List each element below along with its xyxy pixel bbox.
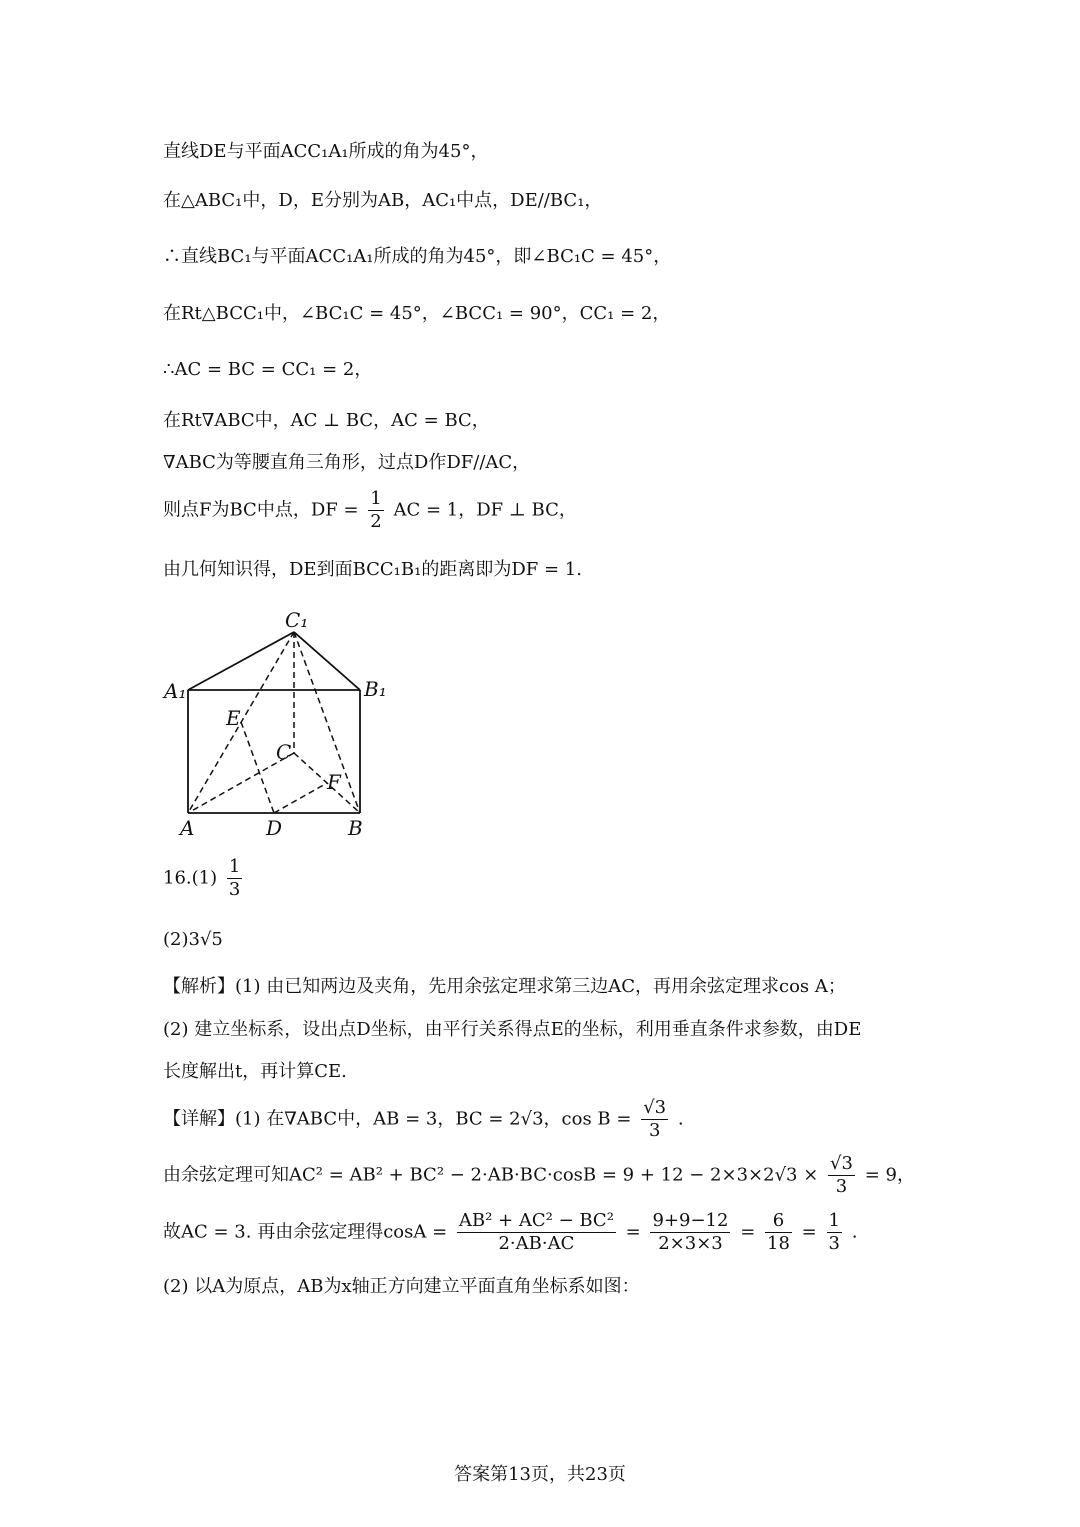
answer-16-part-1 (163, 858, 246, 899)
fraction-denominator: 3 (228, 879, 241, 900)
analysis-line-3: 长度解出t，再计算CE. (163, 1061, 347, 1082)
detail-line-2 (163, 1155, 915, 1196)
fraction-numerator: 1 (828, 1210, 840, 1231)
fraction-root3-over-3 (641, 1099, 668, 1140)
detail-3-end: . (851, 1221, 858, 1243)
fraction-numerator: 1 (228, 856, 241, 877)
text-line-7: ∇ABC为等腰直角三角形，过点D作DF//AC， (163, 452, 531, 473)
fraction-denominator: 3 (828, 1233, 840, 1254)
label-b1: B₁ (364, 677, 387, 701)
answer-16-pre: 16.(1) (163, 867, 218, 889)
fraction-root3-over-3 (828, 1155, 855, 1196)
text-line-3: ∴直线BC₁与平面ACC₁A₁所成的角为45°，即∠BC₁C = 45°， (163, 246, 672, 267)
fraction-numerator: 6 (772, 1210, 785, 1231)
line-8-post: AC = 1，DF ⊥ BC， (393, 499, 577, 521)
fraction-denominator: 18 (767, 1233, 790, 1254)
text-line-8 (163, 490, 577, 531)
detail-1-post: . (677, 1108, 684, 1130)
fraction-one-third (227, 858, 242, 899)
detail-line-4: (2) 以A为原点，AB为x轴正方向建立平面直角坐标系如图： (163, 1276, 640, 1297)
fraction-numerator: √3 (643, 1097, 667, 1118)
label-d: D (266, 816, 283, 840)
detail-3-eq-1: = (625, 1221, 641, 1243)
fraction-one-half (368, 490, 383, 531)
fraction-denominator: 2·AB·AC (457, 1232, 616, 1253)
fraction-denominator: 3 (641, 1119, 668, 1140)
dashed-e-d (241, 722, 274, 813)
detail-3-pre: 故AC = 3. 再由余弦定理得cosA = (163, 1221, 448, 1243)
detail-1-pre: 【详解】(1) 在∇ABC中，AB = 3，BC = 2√3，cos B = (163, 1108, 632, 1130)
label-a1: A₁ (164, 679, 187, 703)
detail-3-eq-2: = (740, 1221, 756, 1243)
fraction-one-third (827, 1212, 842, 1253)
text-line-9: 由几何知识得，DE到面BCC₁B₁的距离即为DF = 1. (163, 559, 582, 580)
fraction-cosine-law (457, 1212, 616, 1253)
page-footer: 答案第13页，共23页 (454, 1464, 626, 1485)
fraction-numerator: √3 (830, 1153, 853, 1174)
edge-a1-c1 (188, 632, 294, 690)
fraction-numeric (650, 1212, 730, 1253)
text-line-2: 在△ABC₁中，D，E分别为AB，AC₁中点，DE//BC₁， (163, 190, 603, 211)
detail-line-1 (163, 1099, 684, 1140)
label-a: A (180, 816, 195, 840)
label-b: B (348, 816, 363, 840)
fraction-numerator: 1 (370, 488, 382, 509)
detail-2-post: = 9， (864, 1164, 915, 1186)
fraction-denominator: 2×3×3 (650, 1232, 730, 1253)
prism-figure (160, 605, 400, 845)
label-c: C (276, 740, 292, 764)
fraction-denominator: 3 (828, 1175, 855, 1196)
label-c1: C₁ (285, 608, 309, 632)
line-8-pre: 则点F为BC中点，DF = (163, 499, 359, 521)
detail-3-eq-3: = (801, 1221, 817, 1243)
analysis-line-2: (2) 建立坐标系，设出点D坐标，由平行关系得点E的坐标，利用垂直条件求参数，由DE (163, 1019, 862, 1040)
text-line-6: 在Rt∇ABC中，AC ⊥ BC，AC = BC， (163, 410, 490, 431)
fraction-six-eighteenths (765, 1212, 792, 1253)
fraction-numerator: 9+9−12 (652, 1210, 729, 1231)
text-line-4: 在Rt△BCC₁中，∠BC₁C = 45°，∠BCC₁ = 90°，CC₁ = 2， (163, 303, 671, 324)
label-f: F (327, 770, 341, 794)
fraction-numerator: AB² + AC² − BC² (458, 1210, 614, 1231)
detail-line-3 (163, 1212, 857, 1253)
text-line-1: 直线DE与平面ACC₁A₁所成的角为45°， (163, 141, 489, 162)
dashed-d-f (274, 783, 327, 813)
detail-2-pre: 由余弦定理可知AC² = AB² + BC² − 2·AB·BC·cosB = 9 + 12 − 2×3×2√3 × (163, 1164, 819, 1186)
label-e: E (226, 706, 241, 730)
answer-16-part-2: (2)3√5 (163, 929, 223, 950)
fraction-denominator: 2 (370, 511, 382, 532)
analysis-line-1: 【解析】(1) 由已知两边及夹角，先用余弦定理求第三边AC，再用余弦定理求cos A； (163, 976, 846, 997)
text-line-5: ∴AC = BC = CC₁ = 2， (163, 359, 373, 380)
